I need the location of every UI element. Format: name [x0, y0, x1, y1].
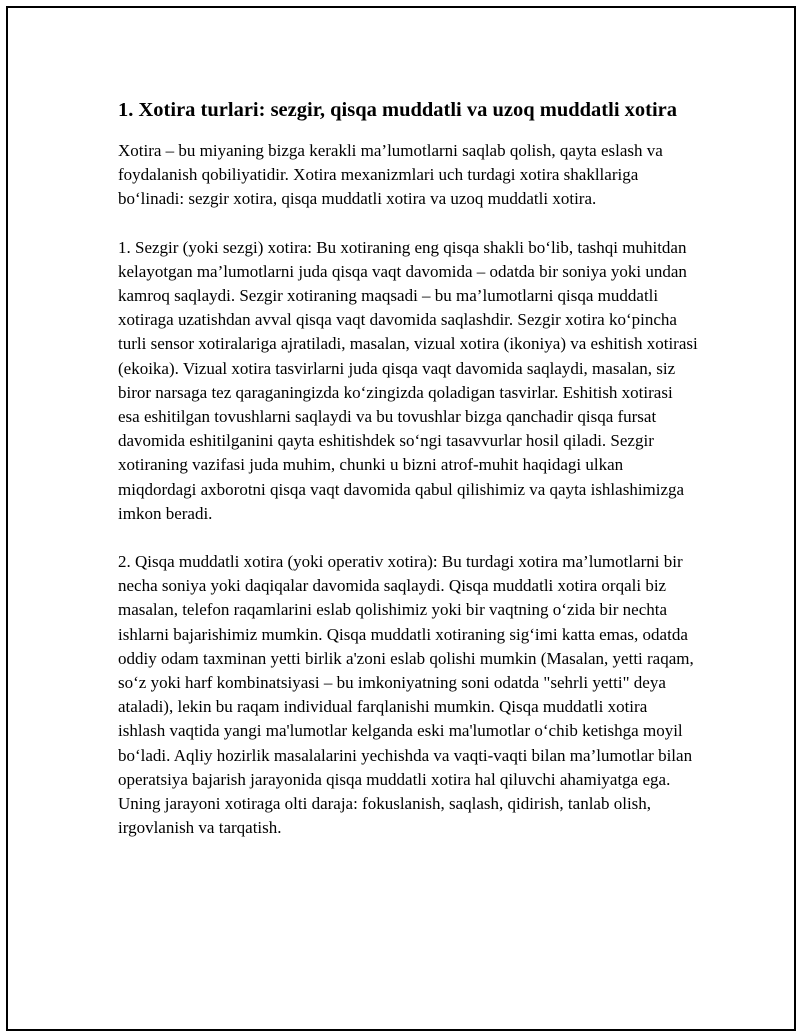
short-term-memory-paragraph: 2. Qisqa muddatli xotira (yoki operativ xotira): Bu turdagi xotira ma’lumotlarni bir necha soniya yoki daqiqalar davomida saqlaydi. Qisqa muddatli xotira orqali biz masalan, telefon raqamlarini eslab qolishimiz yoki bir vaqtning o‘zida bir nechta ishlarni bajarishimiz mumkin. Qisqa muddatli xotiraning sig‘imi katta emas, odatda oddiy odam taxminan yetti birlik a'zoni eslab qolishi mumkin (Masalan, yetti raqam, so‘z yoki harf kombinatsiyasi – bu imkoniyatning soni odatda "sehrli yetti" deya ataladi), lekin bu raqam individual farqlanishi mumkin. Qisqa muddatli xotira ishlash vaqtida yangi ma'lumotlar kelganda eski ma'lumotlar o‘chib ketishga moyil bo‘ladi. Aqliy hozirlik masalalarini yechishda va vaqti-vaqti bilan ma’lumotlar bilan operatsiya bajarish jarayonida qisqa muddatli xotira hal qiluvchi ahamiyatga ega. Uning jarayoni xotiraga olti daraja: fokuslanish, saqlash, qidirish, tanlab olish, irgovlanish va tarqatish. — [118, 552, 694, 838]
document-title: 1. Xotira turlari: sezgir, qisqa muddatli va uzoq muddatli xotira — [118, 99, 678, 121]
intro-paragraph: Xotira – bu miyaning bizga kerakli ma’lumotlarni saqlab qolish, qayta eslash va foydalanish qobiliyatidir. Xotira mexanizmlari uch turdagi xotira shakllariga bo‘linadi: sezgir xotira, qisqa muddatli xotira va uzoq muddatli xotira. — [118, 141, 663, 209]
document-body — [118, 96, 698, 864]
sensory-memory-paragraph: 1. Sezgir (yoki sezgi) xotira: Bu xotiraning eng qisqa shakli bo‘lib, tashqi muhitdan kelayotgan ma’lumotlarni juda qisqa vaqt davomida – odatda bir soniya yoki undan kamroq saqlaydi. Sezgir xotiraning maqsadi – bu ma’lumotlarni qisqa muddatli xotiraga uzatishdan avval qisqa vaqt davomida saqlashdir. Sezgir xotira ko‘pincha turli sensor xotiralariga ajratiladi, masalan, vizual xotira (ikoniya) va eshitish xotirasi (ekoika). Vizual xotira tasvirlarni juda qisqa vaqt davomida saqlaydi, masalan, siz biror narsaga tez qaraganingizda ko‘zingizda qoladigan tasvirlar. Eshitish xotirasi esa eshitilgan tovushlarni saqlaydi va bu tovushlar bizga qanchadir qisqa fursat davomida eshitilganini qayta eshitishdek so‘ngi tasavvurlar hosil qiladi. Sezgir xotiraning vazifasi juda muhim, chunki u bizni atrof-muhit haqidagi ulkan miqdordagi axborotni qisqa vaqt davomida qabul qilishimiz va qayta ishlashimizga imkon beradi. — [118, 237, 698, 523]
page-frame — [6, 6, 796, 1031]
